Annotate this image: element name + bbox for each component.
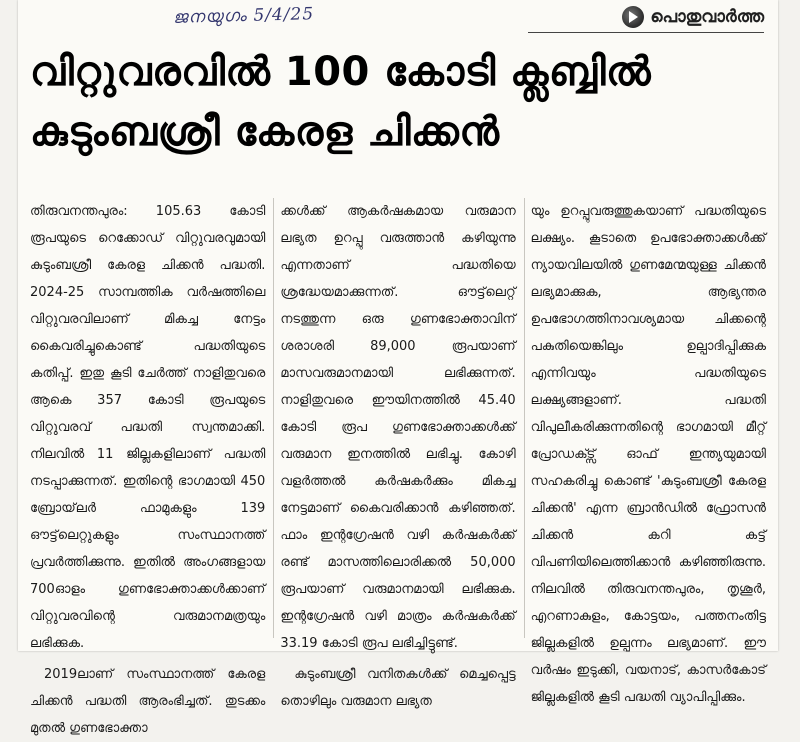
section-label: പൊതുവാർത്ത <box>650 7 764 27</box>
handwritten-date-note: ജനയുഗം 5/4/25 <box>172 4 315 28</box>
play-circle-icon <box>622 6 644 28</box>
paragraph: കുടുംബശ്രീ വനിതകൾക്ക് മെച്ചപ്പെട്ട തൊഴിലും വരുമാന ലഭ്യത <box>280 667 516 709</box>
article-column-3 <box>524 198 766 705</box>
paragraph: 2019ലാണ് സംസ്ഥാനത്ത് കേരള ചിക്കൻ പദ്ധതി ആരംഭിച്ചത്. തുടക്കം മുതൽ ഗുണഭോക്താ <box>30 667 266 736</box>
article-column-2 <box>273 198 516 709</box>
paragraph: യും ഉറപ്പുവരുത്തുകയാണ് പദ്ധതിയുടെ ലക്ഷ്യം. കൂടാതെ ഉപഭോക്താക്കൾക്ക് ന്യായവിലയിൽ ഗുണമേന്മയുള്ള ചിക്കൻ ലഭ്യമാക്കുക, ആഭ്യന്തര ഉപഭോഗത്തിനാവശ്യമായ ചിക്കന്റെ പകുതിയെങ്കിലും ഉല്പാദിപ്പിക്കുക എന്നിവയും പദ്ധതിയുടെ ലക്ഷ്യങ്ങളാണ്. പദ്ധതി വിപുലീകരിക്കുന്നതിന്റെ ഭാഗമായി മീറ്റ് പ്രോഡക്ട്സ് ഓഫ് ഇന്ത്യയുമായി സഹകരിച്ചു കൊണ്ട് 'കുടുംബശ്രീ കേരള ചിക്കൻ' എന്ന ബ്രാൻഡിൽ ഫ്രോസൻ ചിക്കൻ കറി കട്ട് വിപണിയിലെത്തിക്കാൻ കഴിഞ്ഞിരുന്നു. നിലവിൽ തിരുവനന്തപുരം, തൃശൂർ, എറണാകുളം, കോട്ടയം, പത്തനംതിട്ട ജില്ലകളിൽ ഉല്പന്നം ലഭ്യമാണ്. ഈ വർഷം ഇടുക്കി, വയനാട്, കാസർകോട് ജില്ലകളിൽ കൂടി പദ്ധതി വ്യാപിപ്പിക്കും. <box>530 204 766 705</box>
section-rule <box>528 32 764 33</box>
article-column-1 <box>30 198 266 736</box>
section-tag <box>622 6 764 28</box>
headline-line-2: കുടുംബശ്രീ കേരള ചിക്കൻ <box>30 109 500 155</box>
article-body <box>30 198 766 736</box>
headline-line-1: വിറ്റുവരവിൽ 100 കോടി ക്ലബ്ബിൽ <box>30 49 652 95</box>
newspaper-clipping <box>18 0 778 736</box>
headline <box>30 42 652 162</box>
paragraph: ക്കൾക്ക് ആകർഷകമായ വരുമാന ലഭ്യത ഉറപ്പു വരുത്താൻ കഴിയുന്നു എന്നതാണ് പദ്ധതിയെ ശ്രദ്ധേയമാക്കുന്നത്. ഔട്ട്‌ലെറ്റ് നടത്തുന്ന ഒരു ഗുണഭോക്താവിന് ശരാശരി 89,000 രൂപയാണ് മാസവരുമാനമായി ലഭിക്കുന്നത്. നാളിതുവരെ ഈയിനത്തിൽ 45.40 കോടി രൂപ ഗുണഭോക്താക്കൾക്ക് വരുമാന ഇനത്തിൽ ലഭിച്ചു. കോഴി വളർത്തൽ കർഷകർക്കും മികച്ച നേട്ടമാണ് കൈവരിക്കാൻ കഴിഞ്ഞത്. ഫാം ഇന്റഗ്രേഷൻ വഴി കർഷകർക്ക് രണ്ട് മാസത്തിലൊരിക്കൽ 50,000 രൂപയാണ് വരുമാനമായി ലഭിക്കുക. ഇന്റഗ്രേഷൻ വഴി മാത്രം കർഷകർക്ക് 33.19 കോടി രൂപ ലഭിച്ചിട്ടുണ്ട്. <box>280 204 516 651</box>
paragraph: തിരുവനന്തപുരം: 105.63 കോടി രൂപയുടെ റെക്കോഡ് വിറ്റുവരവുമായി കുടുംബശ്രീ കേരള ചിക്കൻ പദ്ധതി. 2024-25 സാമ്പത്തിക വർഷത്തിലെ വിറ്റുവരവിലാണ് മികച്ച നേട്ടം കൈവരിച്ചുകൊണ്ട് പദ്ധതിയുടെ കതിപ്പ്. ഇതു കൂടി ചേർത്ത് നാളിതുവരെ ആകെ 357 കോടി രൂപയുടെ വിറ്റുവരവ് പദ്ധതി സ്വന്തമാക്കി. നിലവിൽ 11 ജില്ലകളിലാണ് പദ്ധതി നടപ്പാക്കുന്നത്. ഇതിന്റെ ഭാഗമായി 450 ബ്രോയ്‌ലർ ഫാമുകളും 139 ഔട്ട്‌ലെറ്റുകളും സംസ്ഥാനത്ത് പ്രവർത്തിക്കുന്നു. ഇതിൽ അംഗങ്ങളായ 700ഓളം ഗുണഭോക്താക്കൾക്കാണ് വിറ്റുവരവിന്റെ വരുമാനമത്രയും ലഭിക്കുക. <box>30 204 266 651</box>
